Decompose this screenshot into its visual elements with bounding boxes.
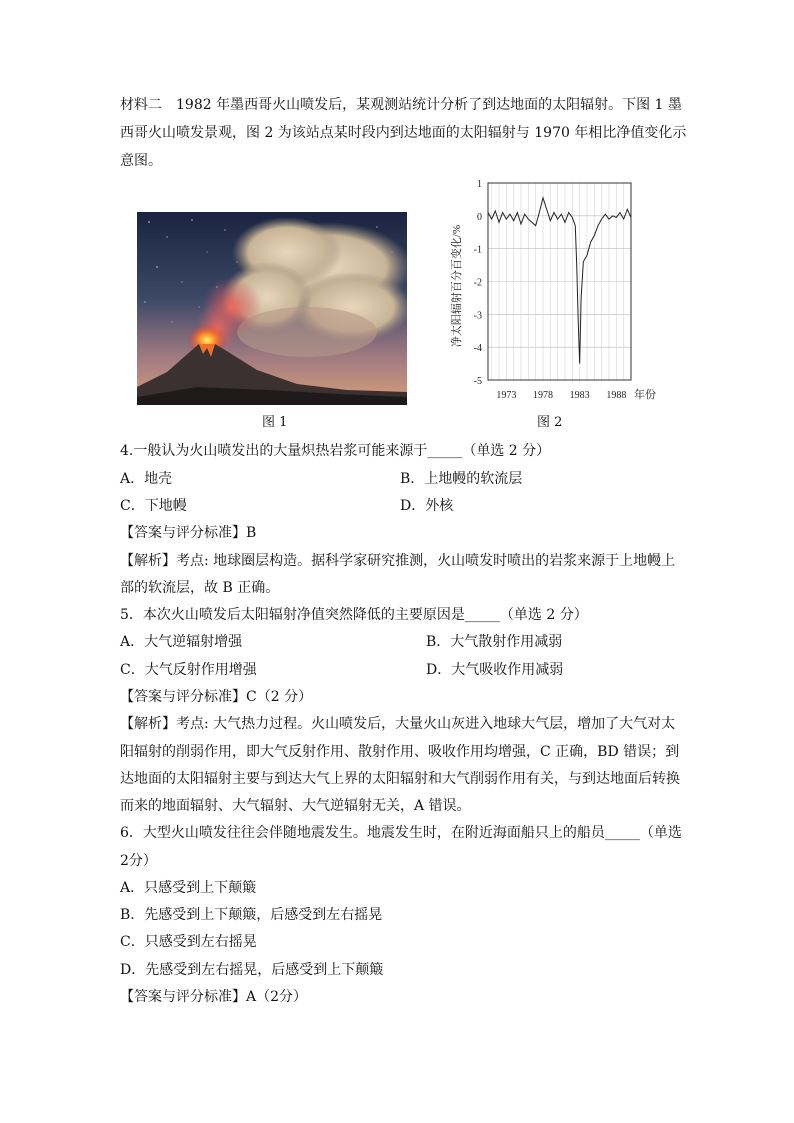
q5-option-c: C．大气反射作用增强 [120, 662, 257, 678]
q4-option-a: A．地壳 [120, 471, 173, 487]
volcano-eruption-photo [137, 212, 407, 405]
x-tick-label: 1978 [533, 390, 553, 401]
q4-analysis-line-1: 【解析】考点: 地球圈层构造。据科学家研究推测，火山喷发时喷出的岩浆来源于上地幔上 [120, 553, 676, 569]
series-line [488, 198, 631, 364]
x-tick-label: 1988 [606, 390, 627, 401]
radiation-change-chart [446, 176, 660, 408]
q4-option-b: B．上地幔的软流层 [400, 471, 523, 487]
q5-answer: 【答案与评分标准】C（2 分） [120, 689, 313, 705]
y-tick-labels [474, 179, 482, 387]
material-line-3: 意图。 [120, 153, 162, 169]
q6-option-c: C．只感受到左右摇晃 [120, 934, 257, 950]
y-tick-label: 1 [477, 179, 482, 190]
q6-option-b: B．先感受到上下颠簸，后感受到左右摇晃 [120, 907, 383, 923]
y-tick-label: -3 [473, 310, 482, 322]
q6-answer: 【答案与评分标准】A（2分） [120, 989, 308, 1005]
q4-analysis-line-2: 部的软流层，故 B 正确。 [120, 580, 280, 596]
q4-answer: 【答案与评分标准】B [120, 525, 257, 541]
x-tick-labels [496, 390, 626, 401]
figure2-caption: 图 2 [537, 415, 563, 430]
y-tick-label: -5 [473, 376, 482, 387]
q5-option-d: D．大气吸收作用减弱 [426, 662, 564, 678]
x-tick-label: 1973 [496, 390, 517, 401]
q6-stem-line-1: 6．大型火山喷发往往会伴随地震发生。地震发生时，在附近海面船只上的船员_____（单选 [120, 825, 682, 841]
y-tick-label: -4 [473, 343, 482, 355]
chart-grid [488, 183, 631, 380]
q6-stem-line-2: 2分） [120, 853, 157, 869]
y-tick-label: 0 [477, 211, 482, 223]
q5-analysis-line-2: 阳辐射的削弱作用，即大气反射作用、散射作用、吸收作用均增强，C 正确，BD 错误；到 [120, 744, 680, 760]
q6-option-d: D．先感受到左右摇晃，后感受到上下颠簸 [120, 962, 384, 978]
q5-option-b: B．大气散射作用减弱 [426, 634, 563, 650]
chart-svg [446, 176, 660, 408]
q4-stem: 4.一般认为火山喷发出的大量炽热岩浆可能来源于_____（单选 2 分） [120, 443, 551, 459]
q5-analysis-line-4: 而来的地面辐射、大气辐射、大气逆辐射无关，A 错误。 [120, 798, 471, 814]
q4-option-c: C．下地幔 [120, 498, 187, 514]
figure1-caption: 图 1 [262, 415, 288, 430]
q6-option-a: A．只感受到上下颠簸 [120, 880, 257, 896]
q5-analysis-line-3: 达地面的太阳辐射主要与到达大气上界的太阳辐射和大气削弱作用有关，与到达地面后转换 [120, 771, 680, 787]
material-line-2: 西哥火山喷发景观，图 2 为该站点某时段内到达地面的太阳辐射与 1970 年相比净值变化示 [120, 125, 687, 141]
q5-option-a: A．大气逆辐射增强 [120, 634, 243, 650]
x-tick-label: 1983 [569, 390, 590, 401]
y-axis-label: 净太阳辐射百分百变化/% [451, 224, 463, 348]
q4-option-d: D．外核 [400, 498, 454, 514]
x-axis-label: 年份 [634, 389, 656, 401]
y-tick-label: -2 [473, 277, 482, 289]
q5-analysis-line-1: 【解析】考点: 大气热力过程。火山喷发后，大量火山灰进入地球大气层，增加了大气对太 [120, 716, 676, 732]
q5-stem: 5．本次火山喷发后太阳辐射净值突然降低的主要原因是_____（单选 2 分） [120, 607, 588, 623]
y-tick-label: -1 [473, 244, 482, 256]
material-line-1: 材料二 1982 年墨西哥火山喷发后，某观测站统计分析了到达地面的太阳辐射。下图 1 墨 [120, 97, 682, 113]
